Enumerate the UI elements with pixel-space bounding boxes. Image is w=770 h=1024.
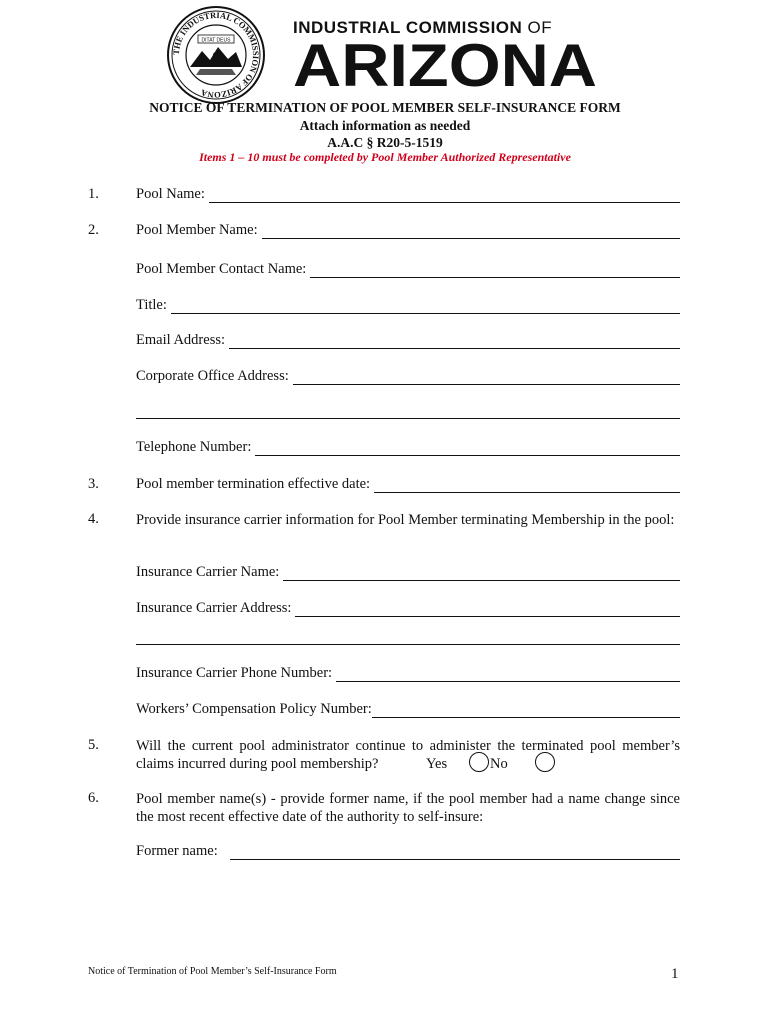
- telephone-label: Telephone Number:: [136, 439, 252, 455]
- no-radio[interactable]: [535, 752, 555, 772]
- carrier-address-input[interactable]: [295, 602, 680, 617]
- contact-name-field[interactable]: [136, 261, 680, 278]
- carrier-phone-field[interactable]: [136, 665, 680, 682]
- seal-inner-text: DITAT DEUS: [201, 37, 231, 44]
- svg-text:ARIZONA: ARIZONA: [293, 38, 597, 94]
- form-code: A.A.C § R20-5-1519: [327, 135, 443, 150]
- form-title: NOTICE OF TERMINATION OF POOL MEMBER SELF-INSURANCE FORM: [149, 100, 621, 115]
- former-name-field[interactable]: [136, 843, 680, 860]
- pool-member-name-label: Pool Member Name:: [136, 222, 258, 238]
- pool-member-name-field[interactable]: [136, 222, 680, 239]
- former-name-input[interactable]: [230, 845, 680, 860]
- item-number-6: 6.: [88, 790, 99, 806]
- brand-logo: [293, 18, 599, 99]
- carrier-address-field[interactable]: [136, 600, 680, 617]
- email-field[interactable]: [136, 332, 680, 349]
- carrier-address-line2[interactable]: [136, 644, 680, 645]
- email-input[interactable]: [229, 334, 680, 349]
- title-field[interactable]: [136, 297, 680, 314]
- wc-policy-field[interactable]: [136, 701, 680, 718]
- q6-text: Pool member name(s) - provide former name, if the pool member had a name change since the most recent effective date of the authority to self-insure:: [136, 791, 680, 825]
- termination-date-input[interactable]: [374, 478, 680, 493]
- brand-line1-row: [293, 18, 599, 38]
- brand-line1: INDUSTRIAL COMMISSION: [293, 18, 523, 37]
- item-number-5: 5.: [88, 737, 99, 753]
- title-label: Title:: [136, 297, 167, 313]
- wc-policy-input[interactable]: [372, 703, 680, 718]
- form-subtitle: Attach information as needed: [299, 118, 471, 133]
- carrier-phone-input[interactable]: [336, 667, 680, 682]
- carrier-name-field[interactable]: [136, 564, 680, 581]
- carrier-phone-label: Insurance Carrier Phone Number:: [136, 665, 333, 681]
- seal-text: THE INDUSTRIAL COMMISSION OF ARIZONA: [170, 9, 262, 101]
- telephone-input[interactable]: [255, 441, 680, 456]
- item-number-2: 2.: [88, 222, 99, 238]
- wc-policy-label: Workers’ Compensation Policy Number:: [136, 701, 372, 717]
- footer-text: Notice of Termination of Pool Member’s Self-Insurance Form: [88, 966, 337, 977]
- termination-date-field[interactable]: [136, 476, 680, 493]
- q5-line2: claims incurred during pool membership?: [136, 756, 379, 772]
- pool-name-label: Pool Name:: [136, 186, 205, 202]
- pool-name-field[interactable]: [136, 186, 680, 203]
- brand-line2: [293, 38, 599, 99]
- pool-member-name-input[interactable]: [262, 224, 680, 239]
- pool-name-input[interactable]: [209, 188, 680, 203]
- telephone-field[interactable]: [136, 439, 680, 456]
- contact-name-label: Pool Member Contact Name:: [136, 261, 307, 277]
- corporate-address-input[interactable]: [293, 370, 680, 385]
- page-number: 1: [671, 966, 679, 982]
- termination-date-label: Pool member termination effective date:: [136, 476, 371, 492]
- yes-label: Yes: [426, 756, 448, 772]
- carrier-name-label: Insurance Carrier Name:: [136, 564, 280, 580]
- carrier-intro: Provide insurance carrier information for Pool Member terminating Membership in the pool:: [136, 512, 675, 528]
- seal-icon: [166, 5, 266, 105]
- carrier-name-input[interactable]: [283, 566, 680, 581]
- contact-name-input[interactable]: [310, 263, 680, 278]
- former-name-label: Former name:: [136, 843, 218, 859]
- yes-radio[interactable]: [469, 752, 489, 772]
- title-input[interactable]: [171, 299, 680, 314]
- carrier-address-label: Insurance Carrier Address:: [136, 600, 292, 616]
- corporate-address-line2[interactable]: [136, 418, 680, 419]
- form-instruction: Items 1 – 10 must be completed by Pool Member Authorized Representative: [199, 150, 571, 164]
- corporate-address-field[interactable]: [136, 368, 680, 385]
- email-label: Email Address:: [136, 332, 226, 348]
- item-number-1: 1.: [88, 186, 99, 202]
- commission-seal: [166, 5, 266, 105]
- arizona-wordmark: [293, 38, 599, 94]
- brand-of: OF: [527, 18, 553, 37]
- item-number-4: 4.: [88, 511, 99, 527]
- corporate-address-label: Corporate Office Address:: [136, 368, 289, 384]
- q5-line1: Will the current pool administrator continue to administer the terminated pool member’s: [136, 738, 680, 754]
- no-label: No: [490, 756, 508, 772]
- item-number-3: 3.: [88, 476, 99, 492]
